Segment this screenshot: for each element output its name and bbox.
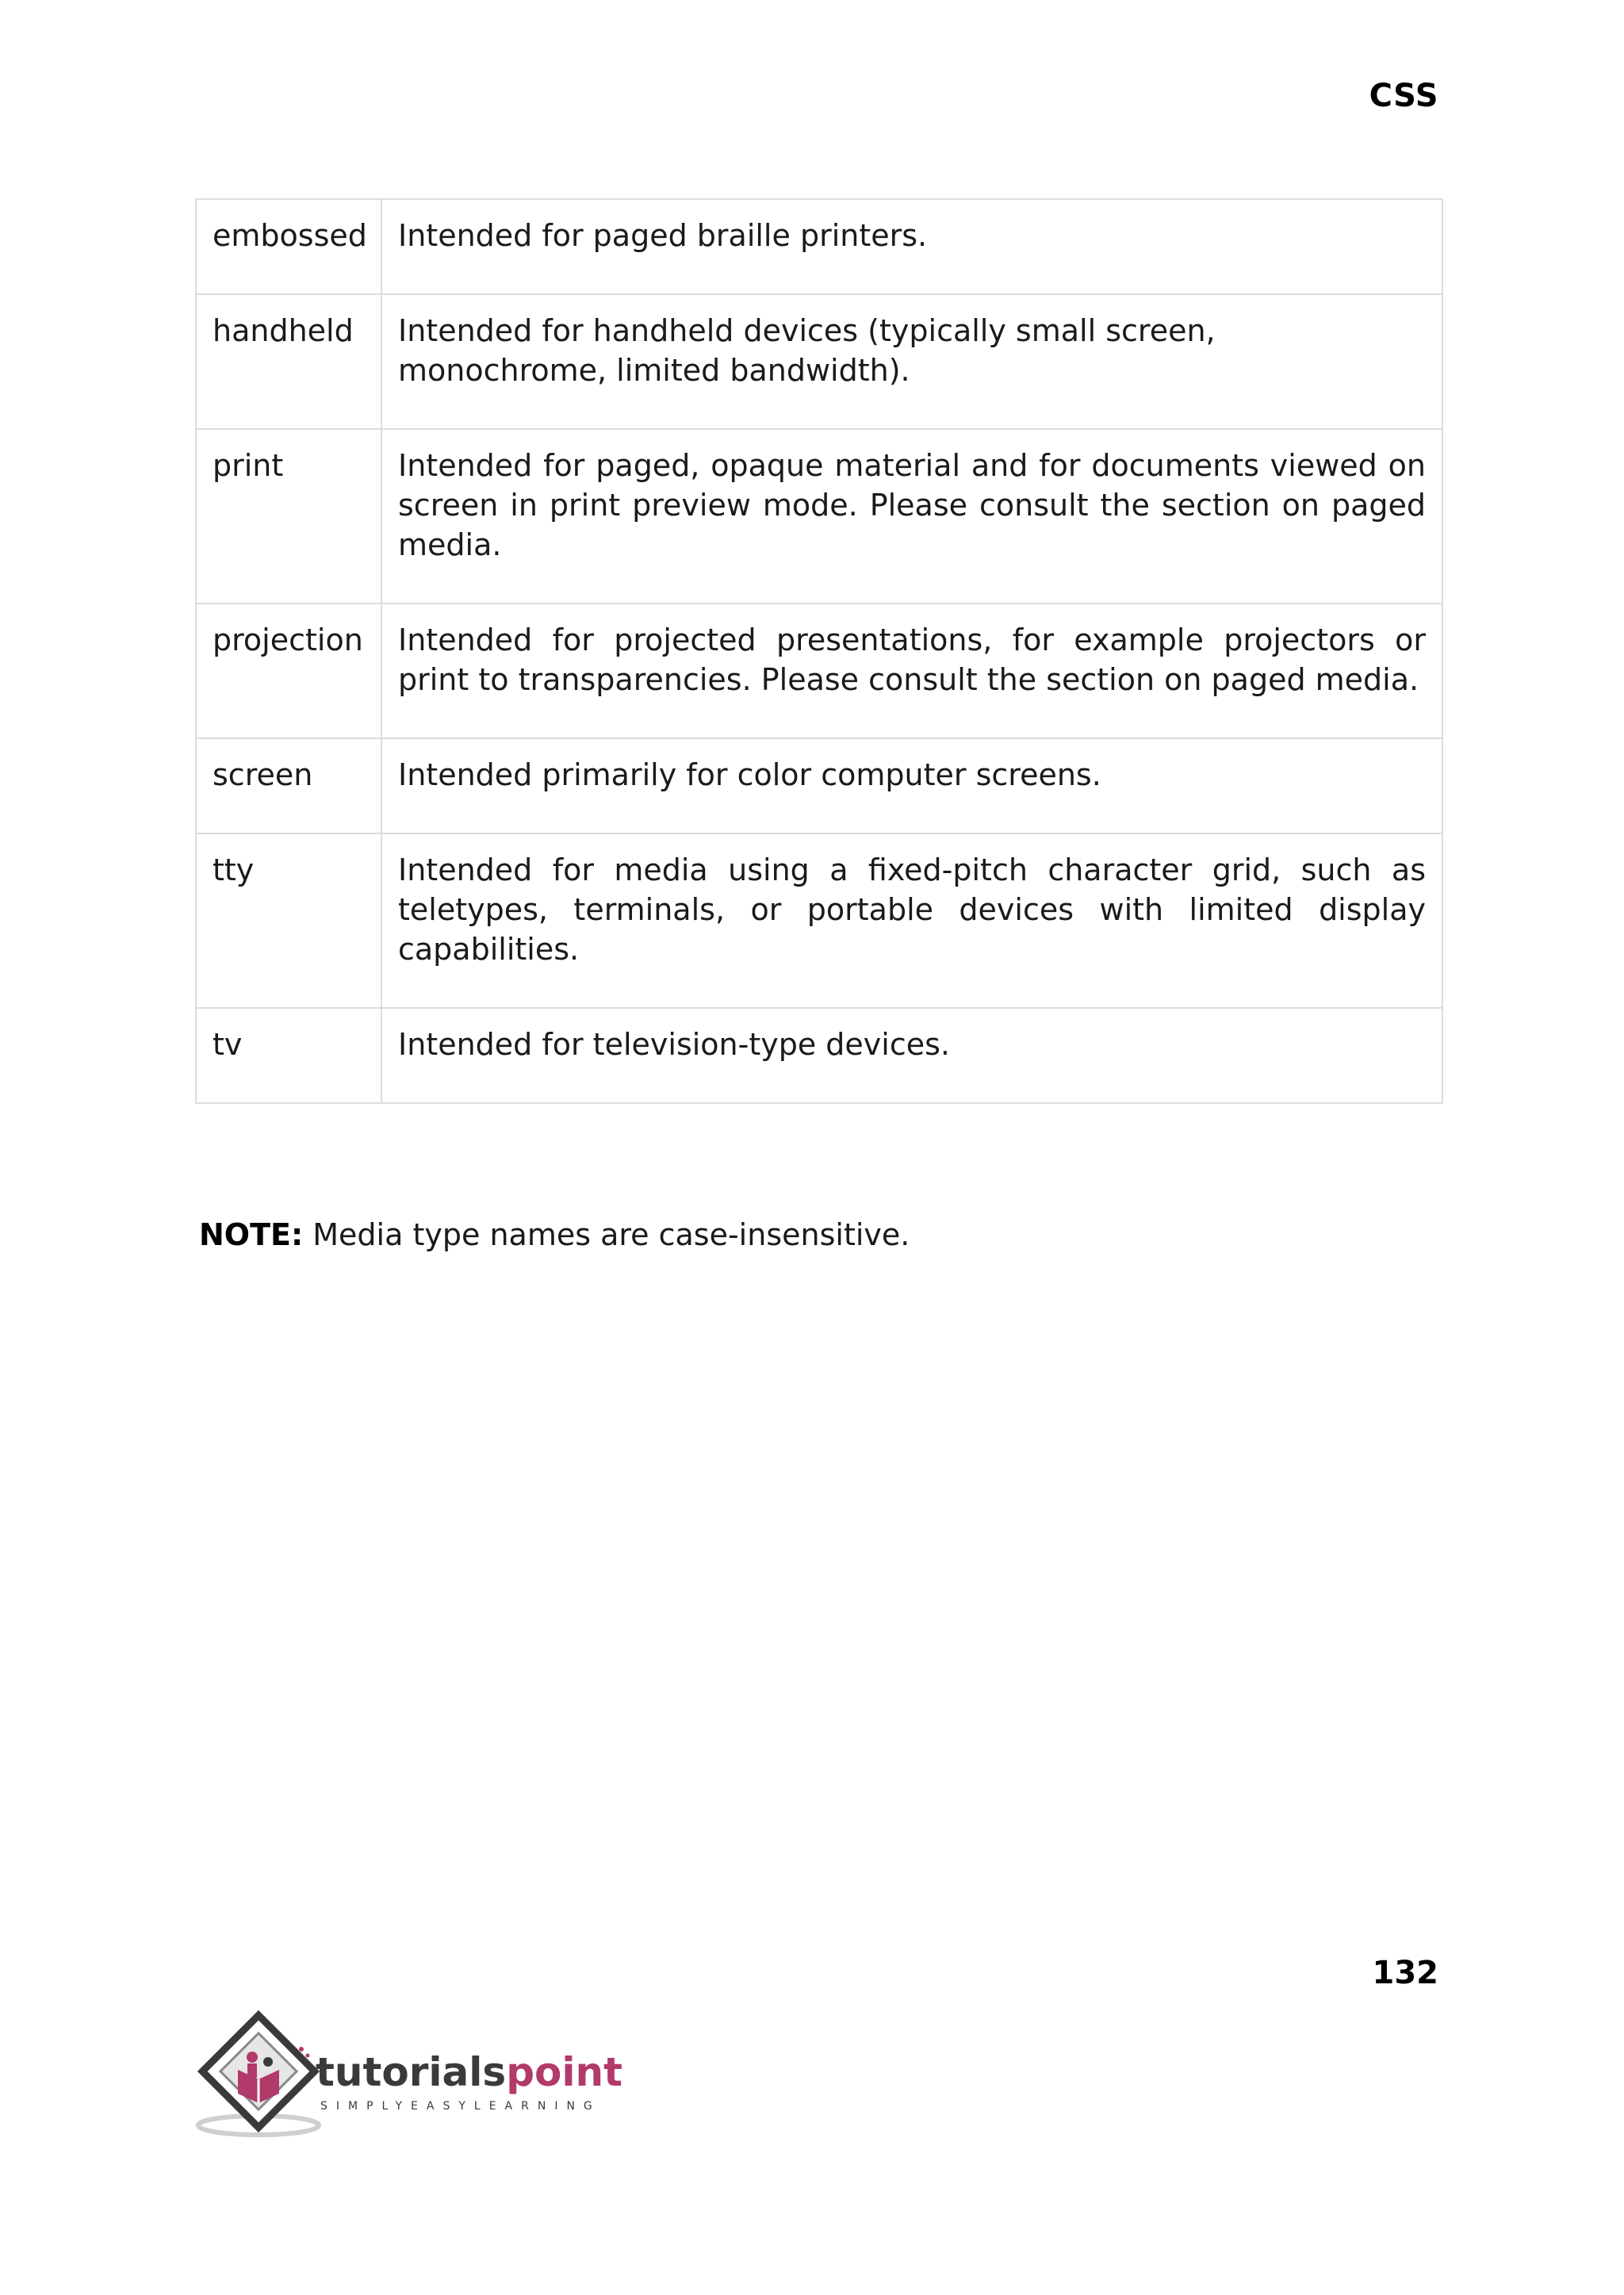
note-paragraph xyxy=(199,1215,910,1255)
media-type-name: embossed xyxy=(196,199,381,294)
tutorialspoint-logo xyxy=(197,2014,622,2141)
table-row xyxy=(196,738,1442,833)
table-row xyxy=(196,429,1442,603)
media-type-description: Intended for paged braille printers. xyxy=(381,199,1442,294)
media-type-name: tv xyxy=(196,1008,381,1103)
media-type-name: print xyxy=(196,429,381,603)
media-type-description: Intended for paged, opaque material and for documents viewed on screen in print preview mode. Please consult the section on paged media. xyxy=(381,429,1442,603)
media-type-name: screen xyxy=(196,738,381,833)
note-label: NOTE: xyxy=(199,1217,304,1252)
media-types-table xyxy=(195,198,1443,1104)
media-type-name: projection xyxy=(196,603,381,738)
media-type-description: Intended for media using a fixed-pitch character grid, such as teletypes, terminals, or portable devices with limited display capabilities. xyxy=(381,833,1442,1008)
table-row xyxy=(196,199,1442,294)
media-type-description: Intended for television-type devices. xyxy=(381,1008,1442,1103)
media-type-description: Intended for projected presentations, for example projectors or print to transparencies. Please consult the section on paged media. xyxy=(381,603,1442,738)
page-number: 132 xyxy=(1372,1955,1438,1991)
media-type-name: tty xyxy=(196,833,381,1008)
table-row xyxy=(196,294,1442,429)
logo-brand-text-1: tutorials xyxy=(316,2049,507,2095)
table-row xyxy=(196,603,1442,738)
page-header-title: CSS xyxy=(1369,78,1438,114)
note-text: Media type names are case-insensitive. xyxy=(303,1217,910,1252)
media-type-name: handheld xyxy=(196,294,381,429)
logo-tagline: SIMPLYEASYLEARNING xyxy=(320,2100,601,2113)
table-row xyxy=(196,1008,1442,1103)
media-type-description: Intended primarily for color computer screens. xyxy=(381,738,1442,833)
logo-brand-text-2: point xyxy=(506,2049,622,2095)
table-row xyxy=(196,833,1442,1008)
media-type-description: Intended for handheld devices (typically small screen, monochrome, limited bandwidth). xyxy=(381,294,1442,429)
